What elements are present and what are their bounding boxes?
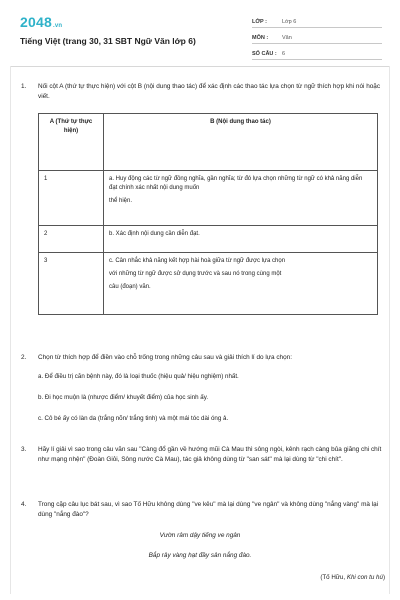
meta-value: Lớp 6 xyxy=(282,19,297,25)
row-order: 1 xyxy=(39,171,104,226)
meta-row-class xyxy=(252,14,382,28)
meta-info xyxy=(252,14,382,62)
row-order: 2 xyxy=(39,226,104,253)
question-text: Nối cột A (thứ tự thực hiện) với cột B (nội dung thao tác) để xác định các thao tác lựa chọn từ ngữ thích hợp khi nói hoặc viết. xyxy=(38,83,381,100)
row-content-line: b. Xác định nội dung cần diễn đạt. xyxy=(109,231,200,237)
meta-value: Văn xyxy=(282,35,292,41)
logo-text: 2048 xyxy=(20,14,52,30)
row-content xyxy=(104,171,378,226)
meta-row-count xyxy=(252,46,382,60)
document-title: Tiếng Việt (trang 30, 31 SBT Ngữ Văn lớp 6) xyxy=(20,36,196,46)
question-number: 2. xyxy=(21,354,27,361)
page-header xyxy=(0,0,400,60)
meta-label: SỐ CÂU : xyxy=(252,51,277,57)
row-content xyxy=(104,253,378,315)
table-row xyxy=(39,226,378,253)
row-content-line: a. Huy động các từ ngữ đồng nghĩa, gần nghĩa; từ đó lựa chọn những từ ngữ có khả năng diễn đạt chính xác nhất nội dung muốn xyxy=(109,176,363,191)
question-number: 1. xyxy=(21,83,27,90)
question-text: Hãy lí giải vì sao trong câu văn sau "Càng đổ gần về hướng mũi Cà Mau thì sông ngòi, kênh rạch càng bủa giăng chi chít như mạng nhện" (Đoàn Giỏi, Sông nước Cà Mau), tác giả không dùng từ "san sát" mà lại dùng từ "chi chít". xyxy=(38,446,382,463)
source-work: Khi con tu hú xyxy=(346,574,383,581)
question-2-item-c: c. Cô bé ấy có làn da (trắng nõn/ trắng tinh) và một mái tóc dài óng ả. xyxy=(38,415,229,422)
question-text: Trong cặp câu lục bát sau, vì sao Tố Hữu không dùng "ve kêu" mà lại dùng "ve ngân" và không dùng "nắng vàng" mà lại dùng "nắng đào"? xyxy=(38,501,379,518)
meta-label: LỚP : xyxy=(252,19,267,25)
row-content-line: c. Cân nhắc khả năng kết hợp hài hoà giữa từ ngữ được lựa chọn xyxy=(109,258,286,264)
source-author: (Tố Hữu, xyxy=(320,574,347,581)
meta-value: 6 xyxy=(282,51,286,57)
column-b-header: B (Nội dung thao tác) xyxy=(104,114,378,171)
row-content-line: câu (đoạn) văn. xyxy=(109,284,151,290)
matching-table xyxy=(38,113,378,315)
table-row xyxy=(39,171,378,226)
table-row xyxy=(39,253,378,315)
row-order: 3 xyxy=(39,253,104,315)
column-a-header: A (Thứ tự thực hiện) xyxy=(39,114,104,171)
meta-label: MÔN : xyxy=(252,35,269,41)
row-content-line: với những từ ngữ được sử dụng trước và sau nó trong cùng một xyxy=(109,271,282,277)
question-text: Chọn từ thích hợp để điền vào chỗ trống trong những câu sau và giải thích lí do lựa chọn: xyxy=(38,354,292,361)
site-logo[interactable] xyxy=(20,14,62,30)
verse-line-1: Vườn râm dậy tiếng ve ngân xyxy=(159,532,241,539)
source-close: ) xyxy=(382,574,385,581)
verse-line-2: Bắp rây vàng hạt đầy sân nắng đào. xyxy=(148,552,252,559)
logo-ext: .vn xyxy=(52,23,63,29)
verse-source xyxy=(260,574,385,581)
row-content xyxy=(104,226,378,253)
meta-row-subject xyxy=(252,30,382,44)
row-content-line: thể hiện. xyxy=(109,198,133,204)
question-2-item-a: a. Để điều trị căn bệnh này, đó là loại thuốc (hiệu quả/ hiệu nghiệm) nhất. xyxy=(38,373,239,380)
question-number: 3. xyxy=(21,446,27,453)
question-number: 4. xyxy=(21,501,27,508)
question-2-item-b: b. Đi học muộn là (nhược điểm/ khuyết điểm) của học sinh ấy. xyxy=(38,394,209,401)
